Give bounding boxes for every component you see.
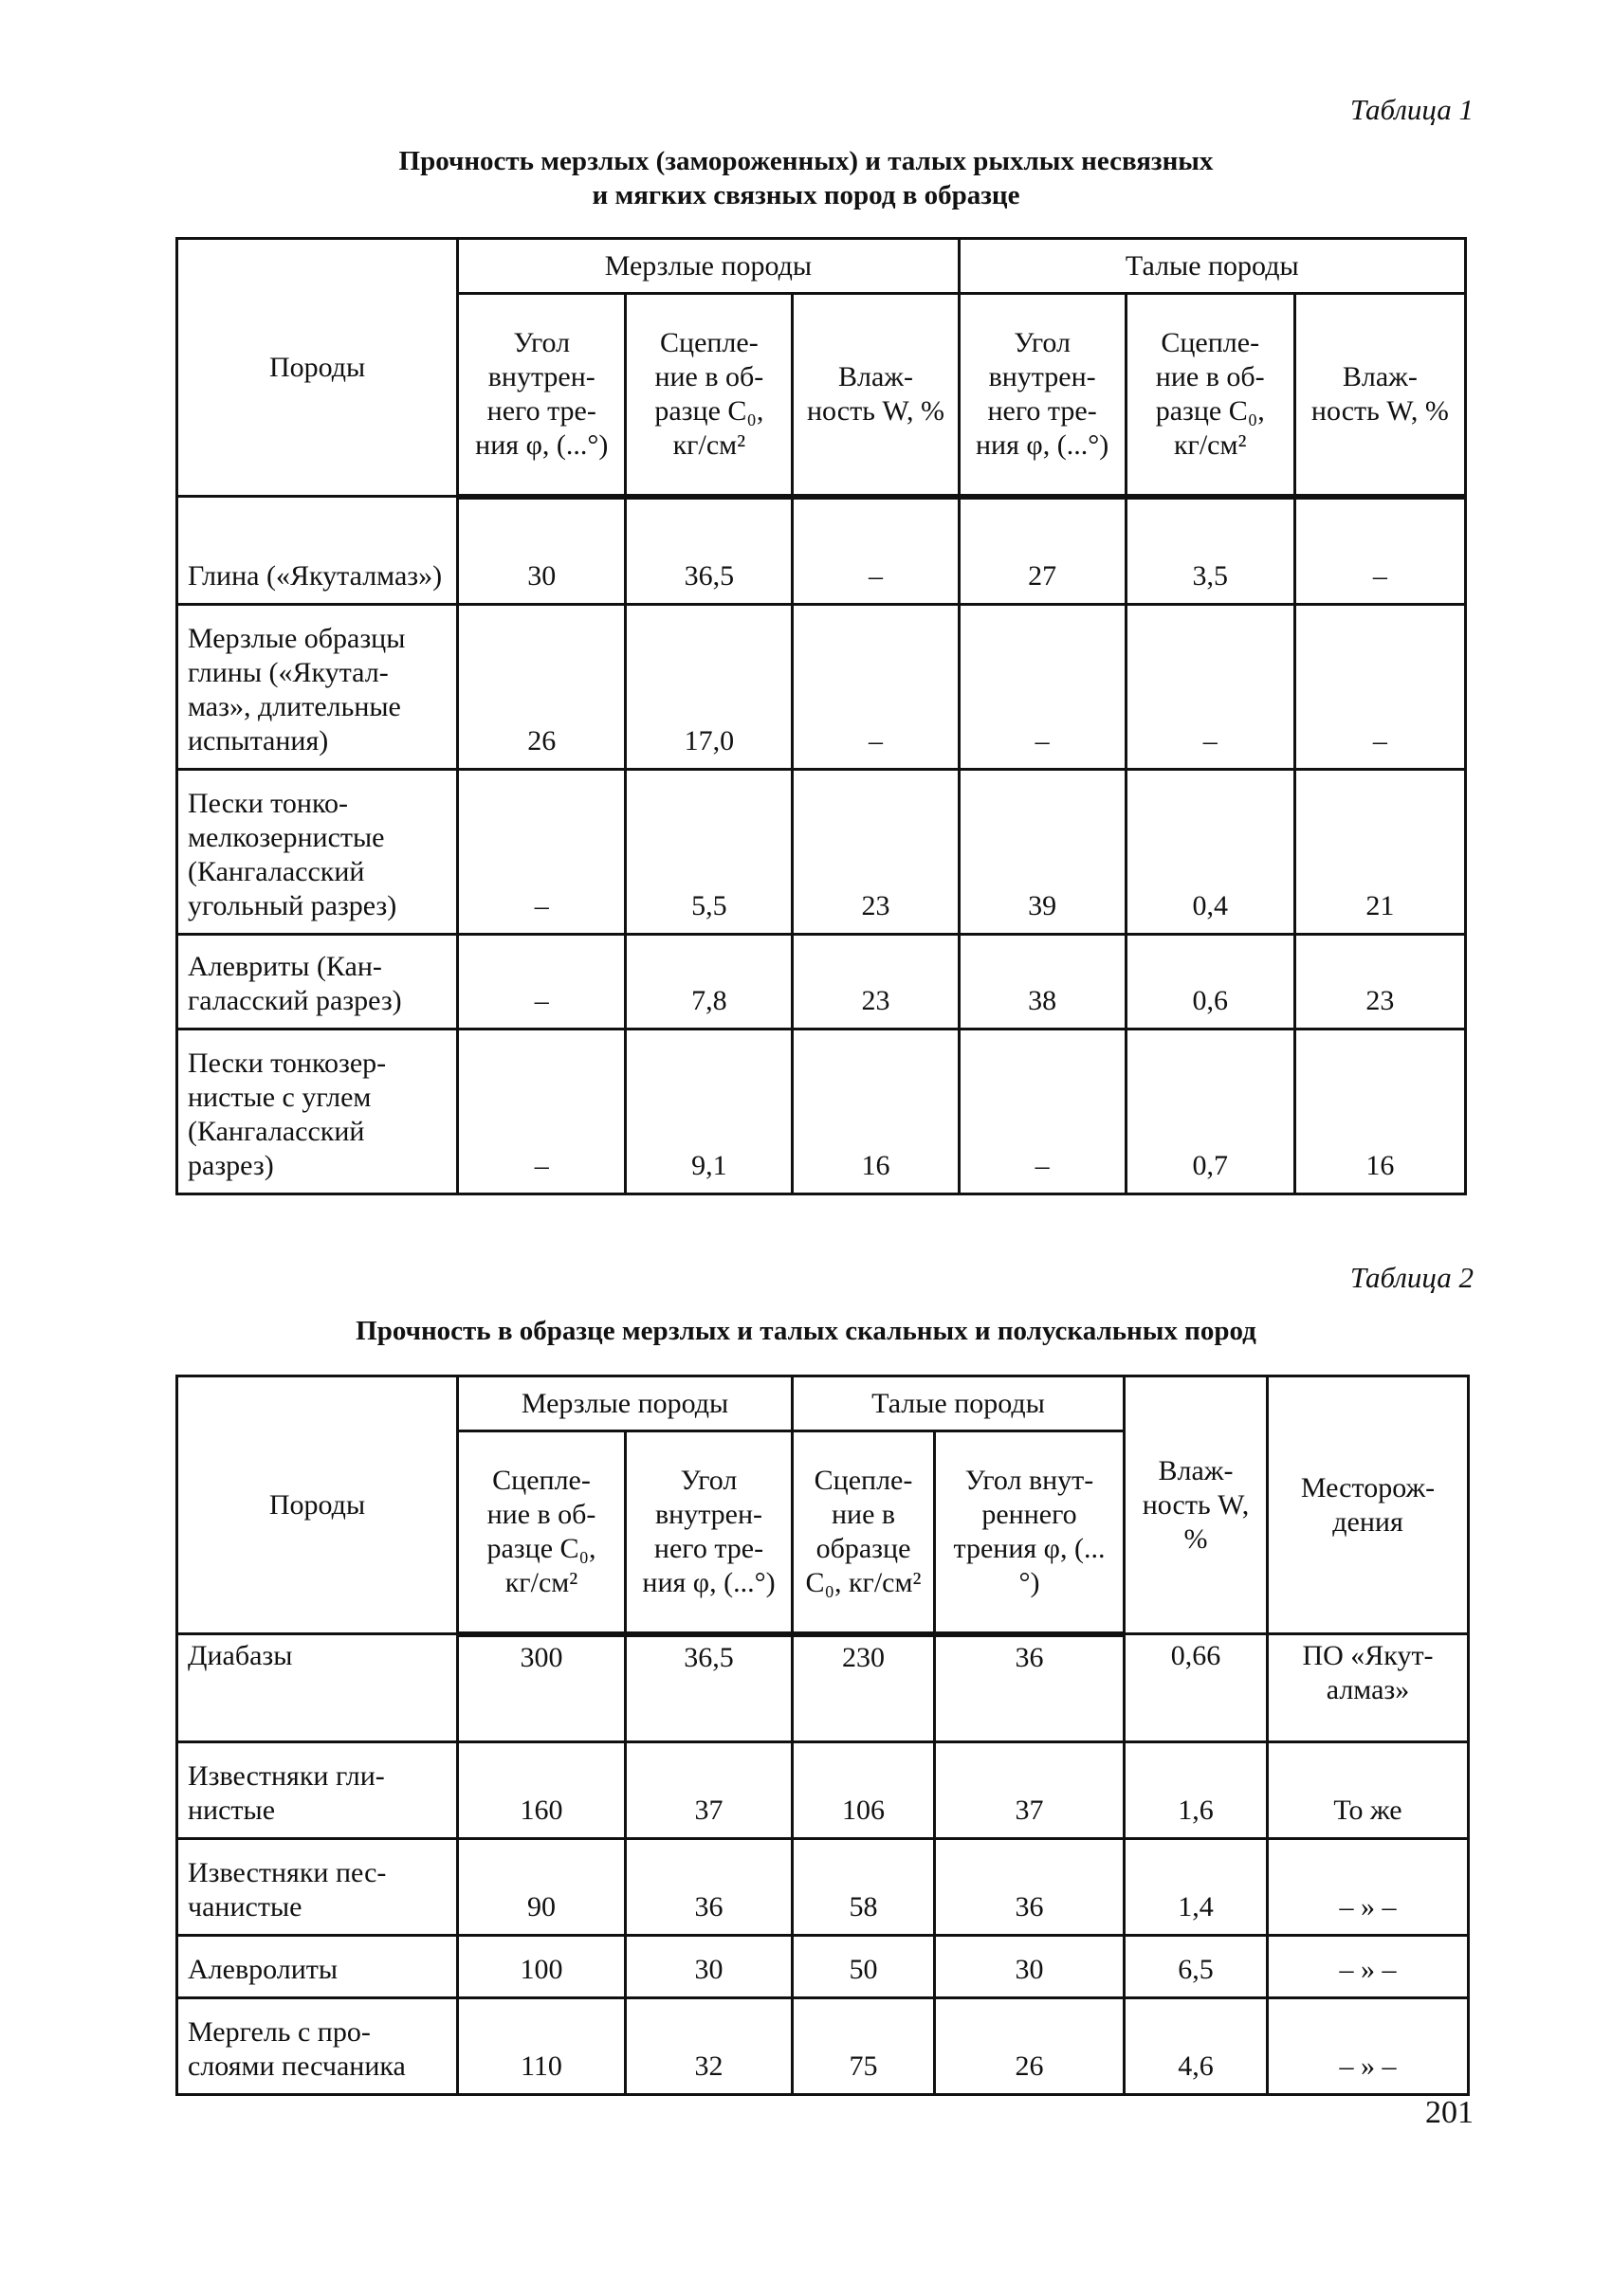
cell-value: 16 <box>1294 1030 1465 1194</box>
table2-header-frozen-angle: Угол внутрен- него тре- ния φ, (...°) <box>626 1431 793 1634</box>
table1-header-frozen-angle: Угол внутрен- него тре- ния φ, (...°) <box>458 294 626 497</box>
cell-value: – <box>793 605 959 770</box>
cell-value: 0,66 <box>1125 1634 1268 1742</box>
table1-header-frozen-cohesion: Сцепле- ние в об- разце C₀, кг/см² <box>626 294 793 497</box>
cell-value: – » – <box>1268 1998 1469 2095</box>
cell-value: 0,4 <box>1126 770 1294 935</box>
cell-value: 23 <box>793 770 959 935</box>
cell-value: 36 <box>935 1839 1125 1936</box>
cell-value: 21 <box>1294 770 1465 935</box>
cell-value: 75 <box>793 1998 935 2095</box>
table2-header-thawed-cohesion: Сцепле- ние в образце C₀, кг/см² <box>793 1431 935 1634</box>
cell-value: 50 <box>793 1936 935 1998</box>
cell-value: 160 <box>458 1742 626 1839</box>
cell-value: 39 <box>959 770 1126 935</box>
cell-value: 36 <box>935 1634 1125 1742</box>
cell-value: – <box>458 935 626 1030</box>
table2-title: Прочность в образце мерзлых и талых скальных и полускальных пород <box>356 1316 1256 1346</box>
table2-header-frozen-cohesion: Сцепле- ние в об- разце C₀, кг/см² <box>458 1431 626 1634</box>
cell-value: 7,8 <box>626 935 793 1030</box>
table1-grid <box>175 237 1467 1195</box>
table-row <box>177 1936 1469 1998</box>
cell-value: 37 <box>935 1742 1125 1839</box>
cell-value: 106 <box>793 1742 935 1839</box>
table2-header-thawed: Талые породы <box>793 1376 1125 1431</box>
cell-value: 36 <box>626 1839 793 1936</box>
rock-name: Алевриты (Кан- галасский разрез) <box>177 935 458 1030</box>
cell-value: 23 <box>1294 935 1465 1030</box>
table-row <box>177 1742 1469 1839</box>
rock-name: Глина («Якуталмаз») <box>177 497 458 605</box>
table1-title-line1: Прочность мерзлых (замороженных) и талых рыхлых несвязных <box>398 146 1214 176</box>
table-row <box>177 770 1466 935</box>
table1-header-thawed-angle: Угол внутрен- него тре- ния φ, (...°) <box>959 294 1126 497</box>
table-row <box>177 605 1466 770</box>
cell-value: 26 <box>935 1998 1125 2095</box>
table1-number: Таблица 1 <box>1349 93 1474 126</box>
cell-value: – <box>793 497 959 605</box>
rock-name: Диабазы <box>177 1634 458 1742</box>
rock-name: Мергель с про- слоями песчаника <box>177 1998 458 2095</box>
cell-value: – <box>959 605 1126 770</box>
table1-header-thawed-moisture: Влаж- ность W, % <box>1294 294 1465 497</box>
table-row <box>177 1634 1469 1742</box>
cell-value: 16 <box>793 1030 959 1194</box>
table2 <box>175 1375 1467 2096</box>
cell-value: 110 <box>458 1998 626 2095</box>
rock-name: Мерзлые образцы глины («Якутал- маз», длительные испытания) <box>177 605 458 770</box>
cell-value: 30 <box>626 1936 793 1998</box>
table1-header-thawed-cohesion: Сцепле- ние в об- разце C₀, кг/см² <box>1126 294 1294 497</box>
table1-header-thawed: Талые породы <box>959 239 1465 294</box>
table-row <box>177 1839 1469 1936</box>
cell-value: 38 <box>959 935 1126 1030</box>
cell-value: – <box>1294 605 1465 770</box>
table1-header-rocks: Породы <box>177 239 458 497</box>
cell-value: 1,4 <box>1125 1839 1268 1936</box>
cell-value: – » – <box>1268 1936 1469 1998</box>
cell-value: 58 <box>793 1839 935 1936</box>
rock-name: Известняки гли- нистые <box>177 1742 458 1839</box>
cell-value: 100 <box>458 1936 626 1998</box>
cell-value: – » – <box>1268 1839 1469 1936</box>
table2-header-moisture: Влаж- ность W, % <box>1125 1376 1268 1634</box>
cell-value: – <box>959 1030 1126 1194</box>
cell-value: 30 <box>458 497 626 605</box>
cell-value: 300 <box>458 1634 626 1742</box>
rock-name: Известняки пес- чанистые <box>177 1839 458 1936</box>
cell-value: 90 <box>458 1839 626 1936</box>
page-number: 201 <box>1425 2095 1474 2130</box>
table2-header-frozen: Мерзлые породы <box>458 1376 793 1431</box>
table2-grid <box>175 1375 1470 2096</box>
cell-value: 6,5 <box>1125 1936 1268 1998</box>
table1-title <box>0 144 1612 212</box>
table-row <box>177 497 1466 605</box>
cell-value: 27 <box>959 497 1126 605</box>
cell-value: 32 <box>626 1998 793 2095</box>
cell-value: 230 <box>793 1634 935 1742</box>
cell-value: 30 <box>935 1936 1125 1998</box>
table2-header-thawed-angle: Угол внут- реннего трения φ, (...°) <box>935 1431 1125 1634</box>
cell-value: 23 <box>793 935 959 1030</box>
table1 <box>175 237 1467 1195</box>
cell-value: 4,6 <box>1125 1998 1268 2095</box>
table-row <box>177 1030 1466 1194</box>
cell-value: – <box>458 1030 626 1194</box>
rock-name: Пески тонкозер- нистые с углем (Кангаласский разрез) <box>177 1030 458 1194</box>
cell-value: 36,5 <box>626 497 793 605</box>
table1-header-frozen-moisture: Влаж- ность W, % <box>793 294 959 497</box>
cell-value: То же <box>1268 1742 1469 1839</box>
cell-value: 0,6 <box>1126 935 1294 1030</box>
table2-number: Таблица 2 <box>1349 1261 1474 1294</box>
cell-value: 5,5 <box>626 770 793 935</box>
cell-value: 0,7 <box>1126 1030 1294 1194</box>
cell-value: 9,1 <box>626 1030 793 1194</box>
cell-value: 37 <box>626 1742 793 1839</box>
table-row <box>177 935 1466 1030</box>
cell-value: – <box>1294 497 1465 605</box>
cell-value: 3,5 <box>1126 497 1294 605</box>
cell-value: 17,0 <box>626 605 793 770</box>
cell-value: – <box>458 770 626 935</box>
cell-value: ПО «Якут- алмаз» <box>1268 1634 1469 1742</box>
rock-name: Пески тонко- мелкозернистые (Кангаласский угольный разрез) <box>177 770 458 935</box>
table2-header-deposit: Месторож- дения <box>1268 1376 1469 1634</box>
cell-value: – <box>1126 605 1294 770</box>
cell-value: 1,6 <box>1125 1742 1268 1839</box>
table1-header-frozen: Мерзлые породы <box>458 239 959 294</box>
cell-value: 26 <box>458 605 626 770</box>
cell-value: 36,5 <box>626 1634 793 1742</box>
table-row <box>177 1998 1469 2095</box>
table2-header-rocks: Породы <box>177 1376 458 1634</box>
rock-name: Алевролиты <box>177 1936 458 1998</box>
table1-title-line2: и мягких связных пород в образце <box>592 180 1020 210</box>
